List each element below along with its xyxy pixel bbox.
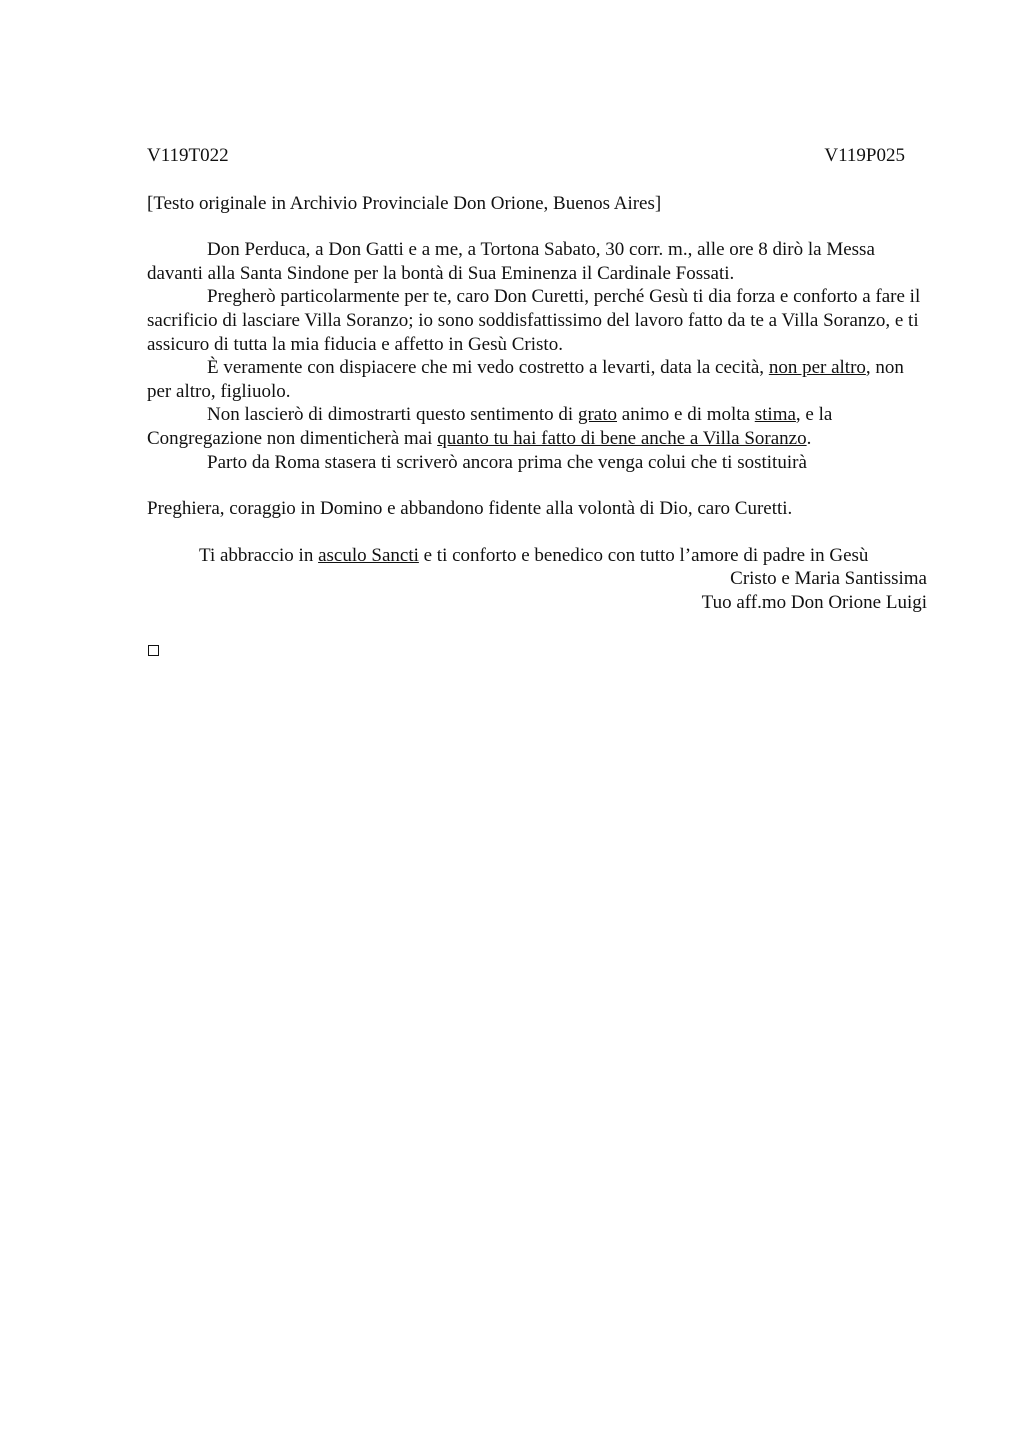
- underlined-grato: grato: [577, 404, 618, 426]
- closing-line-2: Cristo e Maria Santissima: [730, 568, 927, 590]
- signature: Tuo aff.mo Don Orione Luigi: [701, 591, 927, 613]
- letter-page: [147, 144, 927, 615]
- paragraph-3: [147, 356, 927, 403]
- underlined-villa-soranzo: quanto tu hai fatto di bene anche a Villa Soranzo: [437, 427, 807, 449]
- closing-block: [147, 544, 927, 615]
- paragraph-1: Don Perduca, a Don Gatti e a me, a Tortona Sabato, 30 corr. m., alle ore 8 dirò la Messa davanti alla Santa Sindone per la bontà di Sua Eminenza il Cardinale Fossati.: [147, 239, 875, 284]
- underlined-phrase: non per altro: [768, 357, 866, 379]
- closing-pre: Ti abbraccio in: [199, 544, 319, 566]
- paragraph-3-before: È veramente con dispiacere che mi vedo costretto a levarti, data la cecità,: [207, 357, 769, 379]
- paragraph-4-part-a: Non lascierò di dimostrarti questo sentimento di: [207, 404, 578, 426]
- paragraph-4-part-b: animo e di molta: [617, 404, 755, 426]
- source-note: [Testo originale in Archivio Provinciale Don Orione, Buenos Aires]: [147, 192, 662, 214]
- underlined-asculo-sancti: asculo Sancti: [318, 544, 419, 566]
- paragraph-4-part-d: .: [806, 427, 812, 449]
- closing-line-1: [199, 544, 927, 568]
- right-code: V119P025: [824, 145, 905, 166]
- end-marker-box-icon: [148, 645, 159, 656]
- left-code: V119T022: [147, 145, 229, 166]
- closing-post: e ti conforto e benedico con tutto l’amore di padre in Gesù: [418, 544, 869, 566]
- letter-body: [147, 238, 927, 474]
- paragraph-4: [147, 403, 927, 450]
- paragraph-4-part-c: , e la Congregazione non dimenticherà mai: [147, 404, 833, 449]
- paragraph-5: Parto da Roma stasera ti scriverò ancora prima che venga colui che ti sostituirà: [207, 451, 807, 473]
- paragraph-2: Pregherò particolarmente per te, caro Don Curetti, perché Gesù ti dia forza e conforto a fare il sacrificio di lasciare Villa Soranzo; io sono soddisfattissimo del lavoro fatto da te a Villa Soranzo, e ti assicuro di tutta la mia fiducia e affetto in Gesù Cristo.: [147, 286, 921, 355]
- paragraph-3-after: , non per altro, figliuolo.: [147, 357, 904, 402]
- prayer-line: Preghiera, coraggio in Domino e abbandono fidente alla volontà di Dio, caro Curetti.: [147, 498, 793, 520]
- document-codes: [147, 144, 905, 168]
- underlined-stima: stima: [754, 404, 796, 426]
